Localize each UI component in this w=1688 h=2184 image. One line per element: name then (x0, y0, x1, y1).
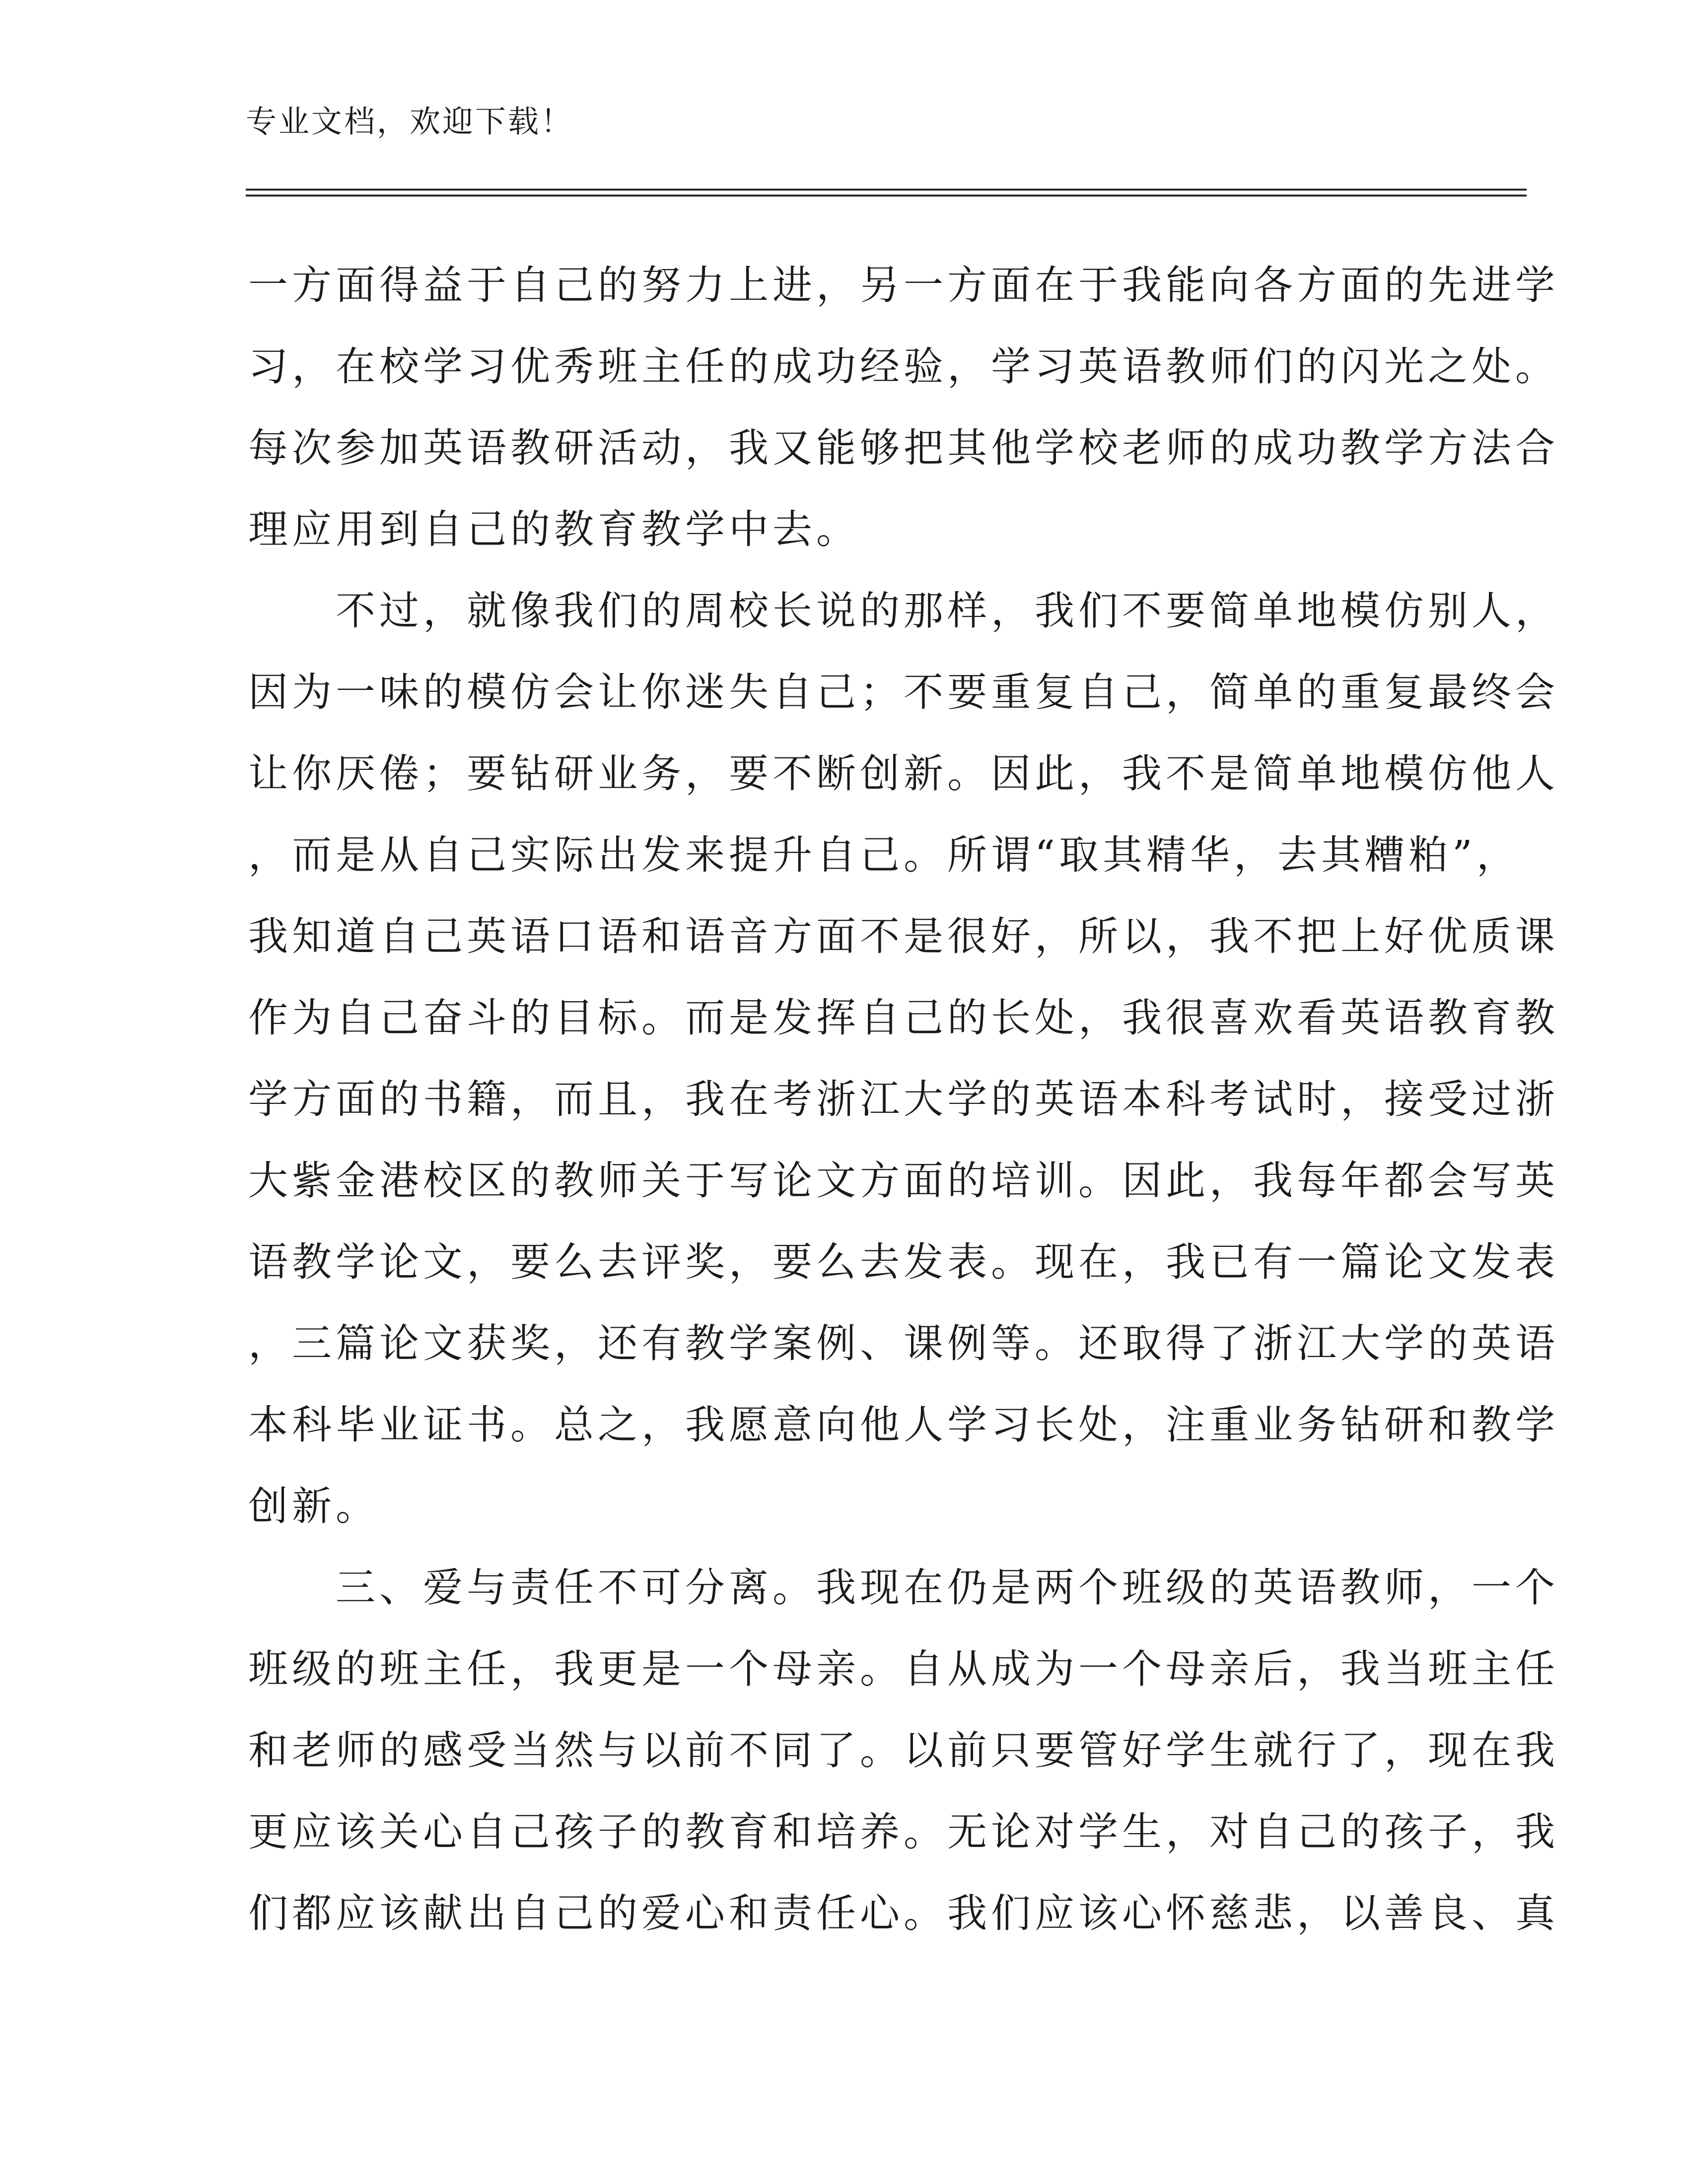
body-line: 更应该关心自己孩子的教育和培养。无论对学生，对自己的孩子，我 (248, 1809, 1559, 1855)
body-line: 每次参加英语教研活动，我又能够把其他学校老师的成功教学方法合 (248, 425, 1559, 471)
body-line: 三、爱与责任不可分离。我现在仍是两个班级的英语教师，一个 (248, 1565, 1559, 1611)
body-line: 一方面得益于自己的努力上进，另一方面在于我能向各方面的先进学 (248, 262, 1559, 308)
body-line: 大紫金港校区的教师关于写论文方面的培训。因此，我每年都会写英 (248, 1158, 1559, 1204)
body-line: 创新。 (248, 1483, 379, 1529)
body-line: 学方面的书籍，而且，我在考浙江大学的英语本科考试时，接受过浙 (248, 1076, 1559, 1122)
header-rule-top (246, 189, 1527, 191)
page-header-text: 专业文档，欢迎下载！ (246, 103, 574, 139)
body-line: 班级的班主任，我更是一个母亲。自从成为一个母亲后，我当班主任 (248, 1646, 1559, 1692)
header-rule-bottom (246, 195, 1527, 197)
body-line: 让你厌倦；要钻研业务，要不断创新。因此，我不是简单地模仿他人 (248, 751, 1559, 797)
body-line: ，而是从自己实际出发来提升自己。所谓“取其精华，去其糟粕”， (248, 832, 1520, 878)
body-line: 因为一味的模仿会让你迷失自己；不要重复自己，简单的重复最终会 (248, 669, 1559, 715)
body-line: 不过，就像我们的周校长说的那样，我们不要简单地模仿别人， (248, 588, 1559, 634)
body-line: 理应用到自己的教育教学中去。 (248, 506, 860, 552)
body-line: 习，在校学习优秀班主任的成功经验，学习英语教师们的闪光之处。 (248, 343, 1559, 390)
body-line: 语教学论文，要么去评奖，要么去发表。现在，我已有一篇论文发表 (248, 1239, 1559, 1285)
body-line: 我知道自己英语口语和语音方面不是很好，所以，我不把上好优质课 (248, 913, 1559, 959)
body-line: 作为自己奋斗的目标。而是发挥自己的长处，我很喜欢看英语教育教 (248, 995, 1559, 1041)
body-line: 们都应该献出自己的爱心和责任心。我们应该心怀慈悲，以善良、真 (248, 1890, 1559, 1936)
body-line: 和老师的感受当然与以前不同了。以前只要管好学生就行了，现在我 (248, 1727, 1559, 1774)
body-line: ，三篇论文获奖，还有教学案例、课例等。还取得了浙江大学的英语 (248, 1320, 1559, 1366)
body-line: 本科毕业证书。总之，我愿意向他人学习长处，注重业务钻研和教学 (248, 1402, 1559, 1448)
